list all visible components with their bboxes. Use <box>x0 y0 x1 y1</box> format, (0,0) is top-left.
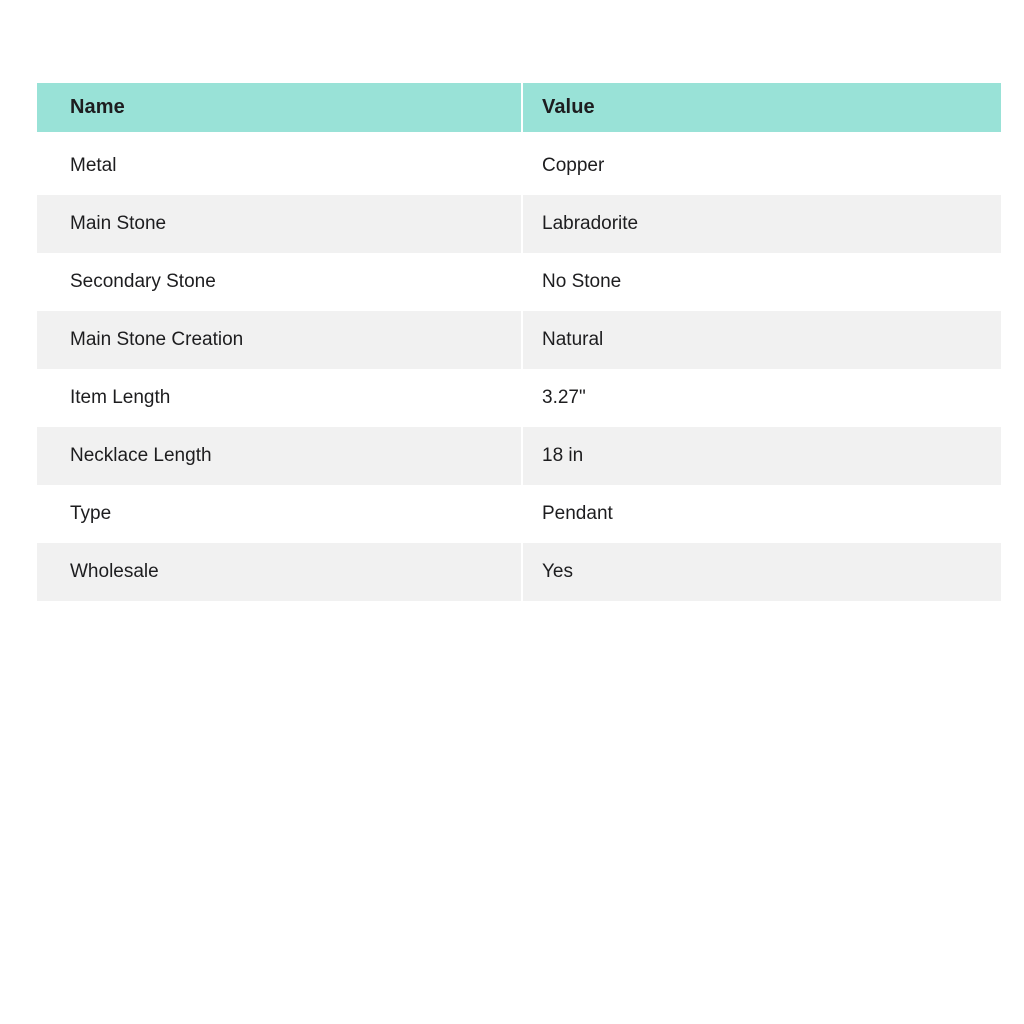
table-row <box>37 427 1001 485</box>
row-label-cell: Main Stone Creation <box>37 311 523 369</box>
table-header-row <box>37 83 1001 132</box>
column-header-name: Name <box>37 83 523 132</box>
table-row <box>37 253 1001 311</box>
table-row <box>37 311 1001 369</box>
product-attributes-table <box>37 83 1001 601</box>
row-label-cell: Type <box>37 485 523 543</box>
table-row <box>37 137 1001 195</box>
table-row <box>37 485 1001 543</box>
row-value-cell: Yes <box>542 561 573 582</box>
row-label-cell: Secondary Stone <box>37 253 523 311</box>
row-value-cell: 18 in <box>542 445 584 466</box>
table-row <box>37 369 1001 427</box>
row-label-cell: Wholesale <box>37 543 523 601</box>
row-label-cell: Item Length <box>37 369 523 427</box>
table-row <box>37 543 1001 601</box>
row-value-cell: Copper <box>542 155 605 176</box>
table-body <box>37 137 1001 601</box>
row-label-cell: Metal <box>37 137 523 195</box>
row-value-cell: No Stone <box>542 271 622 292</box>
column-header-value: Value <box>542 96 595 118</box>
row-label-cell: Necklace Length <box>37 427 523 485</box>
row-value-cell: Labradorite <box>542 213 639 234</box>
row-value-cell: Pendant <box>542 503 613 524</box>
table-row <box>37 195 1001 253</box>
row-value-cell: 3.27" <box>542 387 586 408</box>
row-label-cell: Main Stone <box>37 195 523 253</box>
row-value-cell: Natural <box>542 329 604 350</box>
